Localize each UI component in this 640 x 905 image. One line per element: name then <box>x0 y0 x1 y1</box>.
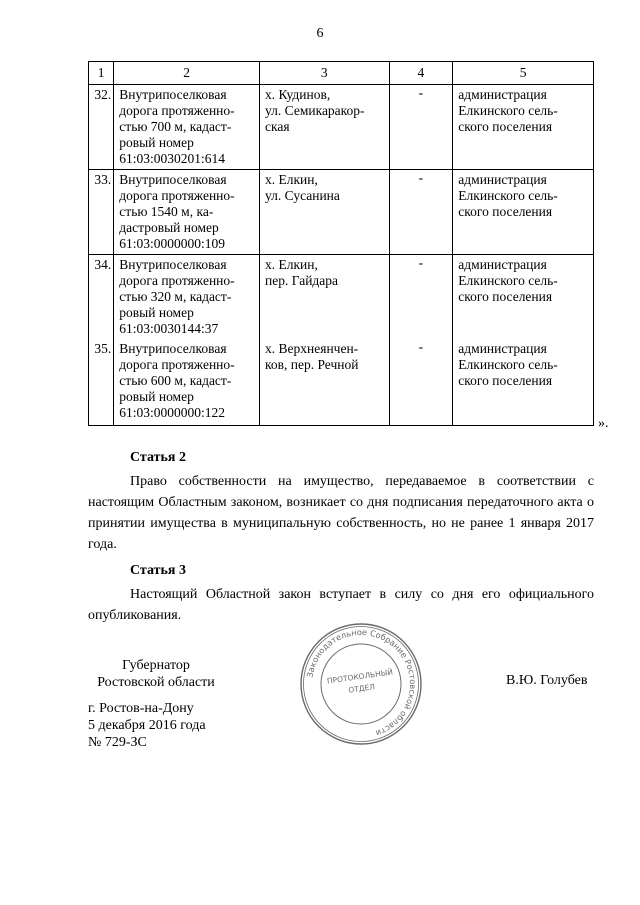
property-table <box>88 61 594 426</box>
seal-center-line-1: ПРОТОКОЛЬНЫЙ <box>326 667 394 686</box>
recipient: администрация Елкинского сель- ского поселения <box>453 255 594 340</box>
article-3-text: Настоящий Областной закон вступает в силу со дня его официального опубликования. <box>88 587 594 623</box>
object-description: Внутрипоселковая дорога протяженно- стью 320 м, кадаст- ровый номер 61:03:0030144:37 <box>114 255 260 340</box>
object-description: Внутрипоселковая дорога протяженно- стью 700 м, кадаст- ровый номер 61:03:0030201:614 <box>114 85 260 170</box>
signatory-name: В.Ю. Голубев <box>506 673 588 688</box>
object-address: х. Елкин, пер. Гайдара <box>260 255 390 340</box>
official-seal <box>299 622 423 746</box>
article-2-heading: Статья 2 <box>130 450 186 465</box>
header-col-2: 2 <box>114 62 260 85</box>
recipient: администрация Елкинского сель- ского поселения <box>453 170 594 255</box>
closing-quote: ». <box>598 416 609 431</box>
article-3-heading: Статья 3 <box>130 563 186 578</box>
object-description: Внутрипоселковая дорога протяженно- стью 600 м, кадаст- ровый номер 61:03:0000000:122 <box>114 339 260 426</box>
row-number: 35. <box>89 339 114 426</box>
table-header-row <box>89 62 594 85</box>
seal-ring-text: Законодательное Собрание Ростовской области <box>304 626 419 739</box>
row-number: 33. <box>89 170 114 255</box>
page-number: 6 <box>316 26 324 41</box>
column-4-value: - <box>389 339 453 426</box>
row-number: 32. <box>89 85 114 170</box>
recipient: администрация Елкинского сель- ского поселения <box>453 339 594 426</box>
column-4-value: - <box>389 170 453 255</box>
table-row <box>89 339 594 426</box>
object-description: Внутрипоселковая дорога протяженно- стью 1540 м, ка- дастровый номер 61:03:0000000:109 <box>114 170 260 255</box>
object-address: х. Елкин, ул. Сусанина <box>260 170 390 255</box>
law-number: № 729-ЗС <box>88 735 147 750</box>
table-row <box>89 85 594 170</box>
header-col-1: 1 <box>89 62 114 85</box>
row-number: 34. <box>89 255 114 340</box>
city: г. Ростов-на-Дону <box>88 701 194 716</box>
seal-center-line-2: ОТДЕЛ <box>347 682 376 695</box>
date: 5 декабря 2016 года <box>88 718 206 733</box>
header-col-4: 4 <box>389 62 453 85</box>
header-col-5: 5 <box>453 62 594 85</box>
table-row <box>89 170 594 255</box>
table-row <box>89 255 594 340</box>
object-address: х. Верхнеянчен- ков, пер. Речной <box>260 339 390 426</box>
header-col-3: 3 <box>260 62 390 85</box>
column-4-value: - <box>389 255 453 340</box>
object-address: х. Кудинов, ул. Семикаракор- ская <box>260 85 390 170</box>
column-4-value: - <box>389 85 453 170</box>
article-2-text: Право собственности на имущество, передаваемое в соответствии с настоящим Областным законом, возникает со дня подписания передаточного акта о принятии имущества в муниципальную собственность, но не ранее 1 января 2017 года. <box>88 474 594 552</box>
recipient: администрация Елкинского сель- ского поселения <box>453 85 594 170</box>
signatory-title: Губернатор Ростовской области <box>97 658 215 690</box>
document-place-date <box>88 700 206 751</box>
